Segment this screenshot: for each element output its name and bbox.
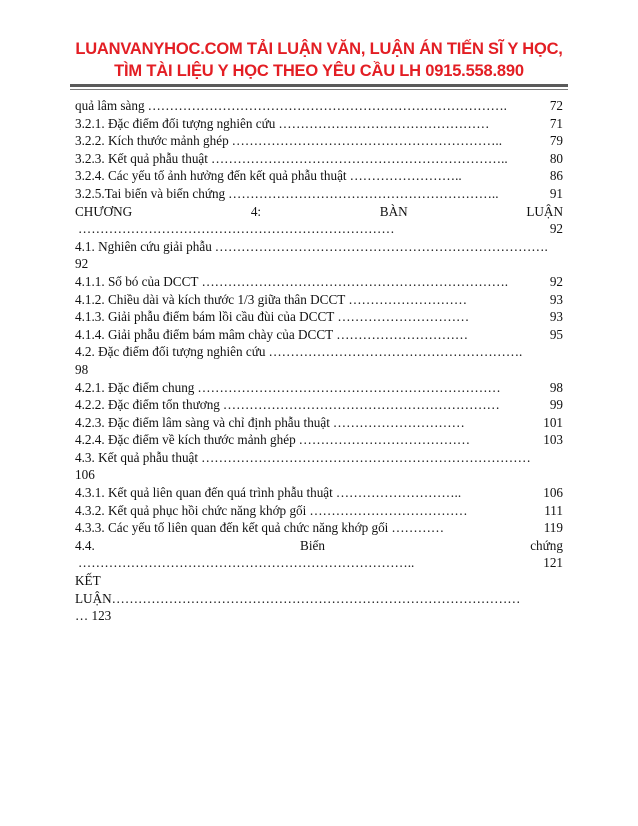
toc-text-line: 106	[75, 467, 95, 483]
toc-entry[interactable]	[75, 132, 563, 150]
toc-entry[interactable]	[75, 291, 563, 309]
toc-leader-dots: ………………………	[348, 291, 468, 307]
toc-page-number: 99	[549, 397, 563, 413]
toc-leader-dots: ……………………………………………………………	[197, 379, 501, 395]
toc-entry-label: 3.2.5.Tai biến và biến chứng	[75, 185, 226, 201]
toc-word: BÀN	[379, 203, 408, 219]
toc-entry-label: 4.2.1. Đặc điểm chung	[75, 379, 195, 395]
header-rule-thick	[70, 84, 568, 87]
toc-page-number: 71	[549, 115, 563, 131]
toc-page-number: 80	[549, 150, 563, 166]
toc-page-number: 98	[549, 379, 563, 395]
toc-entry[interactable]	[75, 326, 563, 344]
toc-entry[interactable]	[75, 185, 563, 203]
toc-entry-label: 4.3.2. Kết quả phục hồi chức năng khớp gối	[75, 502, 307, 518]
toc-entry[interactable]	[75, 273, 563, 291]
toc-leader-dots: …………………………………………	[278, 115, 490, 131]
toc-page-number: 101	[543, 414, 563, 430]
toc-leader-dots: ………………………………………………………………	[78, 221, 395, 237]
toc-entry[interactable]	[75, 150, 563, 168]
toc-text-line: 92	[75, 256, 89, 272]
toc-page-number: 106	[543, 485, 563, 501]
toc-page-number: 111	[544, 502, 563, 518]
toc-entry-label: 4.1.3. Giải phẫu điểm bám lồi cầu đùi của DCCT	[75, 309, 335, 325]
toc-page-number: 72	[549, 98, 563, 113]
toc-leader-dots: …………………………	[332, 414, 465, 430]
toc-text-line: LUẬN…………………………………………………………………………………	[75, 590, 521, 606]
toc-entry-label: 3.2.3. Kết quả phẫu thuật	[75, 150, 208, 166]
toc-entry-label: 3.2.2. Kích thước mảnh ghép	[75, 133, 229, 149]
toc-entry[interactable]	[75, 308, 563, 326]
toc-leader-dots: ………………………………………………….	[268, 344, 523, 360]
toc-leader-dots: …………………………………………………………….	[201, 273, 509, 289]
toc-leader-dots: ………………………………	[309, 502, 468, 518]
toc-entry-label: 4.2.2. Đặc điểm tổn thương	[75, 397, 220, 413]
toc-page-number: 91	[549, 185, 563, 201]
toc-leader-dots: …………………………………	[298, 432, 471, 448]
toc-entry-label: 4.2.3. Đặc điểm lâm sàng và chỉ định phẫu thuật	[75, 414, 330, 430]
toc-leader-dots: ………………………..	[335, 485, 462, 501]
table-of-contents	[75, 97, 563, 625]
toc-entry-label: quả lâm sàng	[75, 98, 145, 113]
toc-entry-label: 4.1.1. Số bó của DCCT	[75, 273, 199, 289]
toc-entry[interactable]	[75, 238, 563, 256]
toc-entry-label: 4.2.4. Đặc điểm về kích thước mảnh ghép	[75, 432, 296, 448]
toc-text-line: … 123	[75, 608, 112, 624]
toc-entry-label: 4.1. Nghiên cứu giải phẫu	[75, 238, 212, 254]
toc-page-number: 79	[549, 133, 563, 149]
toc-page-number: 93	[549, 309, 563, 325]
toc-page-number: 92	[549, 273, 563, 289]
toc-entry-label: 3.2.4. Các yếu tố ảnh hưởng đến kết quả phẫu thuật	[75, 168, 347, 184]
toc-page-number: 92	[549, 221, 563, 237]
toc-entry-label: 4.3. Kết quả phẫu thuật	[75, 449, 199, 465]
toc-text-line: 98	[75, 361, 89, 377]
toc-leader-dots: ………………………………………………………	[222, 397, 500, 413]
toc-word: CHƯƠNG	[75, 203, 133, 219]
toc-leader-dots: …………………………	[337, 309, 470, 325]
header-rule-thin	[70, 89, 568, 90]
toc-entry[interactable]	[75, 414, 563, 432]
toc-entry[interactable]	[75, 167, 563, 185]
toc-entry[interactable]	[75, 220, 563, 238]
toc-entry[interactable]	[75, 519, 563, 537]
toc-word: chứng	[530, 537, 563, 553]
toc-word: Biến	[300, 537, 325, 553]
toc-entry[interactable]	[75, 115, 563, 133]
toc-entry[interactable]	[75, 396, 563, 414]
toc-entry[interactable]	[75, 379, 563, 397]
toc-entry-label: 4.3.1. Kết quả liên quan đến quá trình phẫu thuật	[75, 485, 333, 501]
toc-entry[interactable]	[75, 343, 563, 361]
toc-leader-dots: …………………………………………………………………..	[78, 555, 415, 571]
toc-entry[interactable]	[75, 554, 563, 572]
toc-word: 4:	[250, 203, 262, 219]
toc-entry[interactable]	[75, 97, 563, 115]
toc-text-line: KẾT	[75, 573, 101, 589]
toc-entry[interactable]	[75, 449, 563, 467]
toc-entry-label: 4.3.3. Các yếu tố liên quan đến kết quả chức năng khớp gối	[75, 520, 389, 536]
toc-leader-dots: …………………………………………………………..	[210, 150, 508, 166]
site-banner	[20, 38, 618, 82]
toc-entry-label: 3.2.1. Đặc điểm đối tượng nghiên cứu	[75, 115, 276, 131]
toc-leader-dots: ……………………………………………………..	[228, 185, 499, 201]
toc-leader-dots: …………………………	[336, 326, 469, 342]
toc-page-number: 121	[543, 555, 563, 571]
toc-page-number: 119	[543, 520, 563, 536]
toc-page-number: 95	[549, 326, 563, 342]
toc-entry-label: 4.1.2. Chiều dài và kích thước 1/3 giữa thân DCCT	[75, 291, 346, 307]
toc-page-number: 93	[549, 291, 563, 307]
toc-leader-dots: …………………………………………………………………	[201, 449, 531, 465]
banner-line-2: TÌM TÀI LIỆU Y HỌC THEO YÊU CẦU LH 0915.558.890	[114, 62, 524, 80]
toc-word: LUẬN	[526, 203, 563, 219]
toc-entry-label: 4.2. Đặc điểm đối tượng nghiên cứu	[75, 344, 266, 360]
toc-entry[interactable]	[75, 431, 563, 449]
toc-leader-dots: ………………………………………………………………….	[214, 238, 548, 254]
banner-line-1: LUANVANYHOC.COM TẢI LUẬN VĂN, LUẬN ÁN TIẾN SĨ Y HỌC,	[75, 40, 563, 58]
toc-word: 4.4.	[75, 537, 95, 553]
toc-leader-dots: ……………………..	[349, 168, 462, 184]
toc-entry[interactable]	[75, 484, 563, 502]
toc-entry[interactable]	[75, 502, 563, 520]
toc-page-number: 103	[543, 432, 563, 448]
toc-spread-line	[75, 203, 563, 221]
toc-leader-dots: …………	[391, 520, 445, 536]
toc-leader-dots: ……………………………………………………..	[231, 133, 503, 149]
toc-page-number: 86	[549, 168, 563, 184]
toc-entry-label: 4.1.4. Giải phẫu điểm bám mâm chày của DCCT	[75, 326, 334, 342]
toc-spread-line	[75, 537, 563, 555]
toc-leader-dots: ……………………………………………………………………….	[147, 98, 507, 113]
